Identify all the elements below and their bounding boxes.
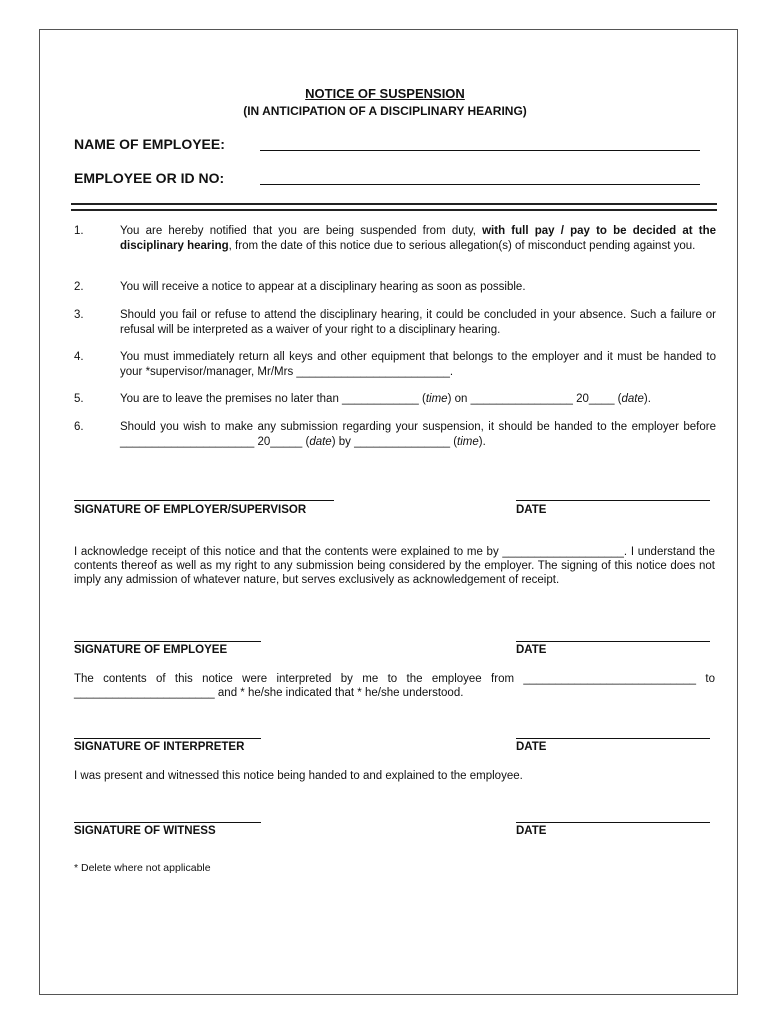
employee-signature-line[interactable]: [74, 641, 261, 642]
item-text-italic: date: [621, 393, 644, 405]
witness-paragraph: I was present and witnessed this notice being handed to and explained to the employee.: [74, 770, 523, 782]
item-text-italic: date: [309, 436, 332, 448]
item-text-bold: with full pay / pay to be decided at the disciplinary hearing: [120, 225, 717, 252]
witness-signature-label: SIGNATURE OF WITNESS: [74, 825, 216, 837]
item-number: 5.: [74, 393, 84, 405]
item-number: 4.: [74, 351, 84, 363]
item-text-part: ).: [478, 436, 486, 448]
item-number: 6.: [74, 421, 84, 433]
interpreter-date-label: DATE: [516, 741, 547, 753]
item-text: [120, 392, 716, 407]
item-text: You will receive a notice to appear at a disciplinary hearing as soon as possible.: [120, 281, 526, 293]
employee-name-line[interactable]: [260, 150, 700, 151]
witness-date-label: DATE: [516, 825, 547, 837]
header-divider: [71, 203, 717, 211]
witness-signature-line[interactable]: [74, 822, 261, 823]
item-text-part: You are hereby notified that you are being suspended from duty,: [120, 225, 483, 237]
item-text-part: ) on ________________ 20____ (: [447, 393, 622, 405]
employee-date-line[interactable]: [516, 641, 710, 642]
witness-date-line[interactable]: [516, 822, 710, 823]
item-text-part: Should you wish to make any submission regarding your suspension, it should be handed to the employer before _____________________ 20_____ (: [120, 421, 716, 448]
employee-id-line[interactable]: [260, 184, 700, 185]
interpreter-signature-line[interactable]: [74, 738, 261, 739]
footnote: * Delete where not applicable: [74, 862, 211, 874]
item-text-part: , from the date of this notice due to serious allegation(s) of misconduct pending against you.: [228, 240, 696, 252]
item-number: 1.: [74, 225, 84, 237]
item-text-italic: time: [457, 436, 479, 448]
interpreter-date-line[interactable]: [516, 738, 710, 739]
employee-name-label: NAME OF EMPLOYEE:: [74, 136, 225, 152]
item-number: 3.: [74, 309, 84, 321]
employee-id-label: EMPLOYEE OR ID NO:: [74, 170, 225, 186]
document-subtitle: (IN ANTICIPATION OF A DISCIPLINARY HEARING): [243, 104, 527, 118]
item-text: You must immediately return all keys and other equipment that belongs to the employer and it must be handed to your *supervisor/manager, Mr/Mrs ________________________.: [120, 351, 716, 378]
item-number: 2.: [74, 281, 84, 293]
document-title: NOTICE OF SUSPENSION: [305, 86, 465, 101]
employer-date-line[interactable]: [516, 500, 710, 501]
interpreter-paragraph: The contents of this notice were interpreted by me to the employee from ___________________________ to ______________________ and * he/she indicated that * he/she understood.: [74, 673, 715, 699]
item-text-part: ).: [643, 393, 651, 405]
item-text-italic: time: [425, 393, 448, 405]
employer-signature-label: SIGNATURE OF EMPLOYER/SUPERVISOR: [74, 504, 307, 516]
employer-signature-line[interactable]: [74, 500, 334, 501]
employee-date-label: DATE: [516, 644, 547, 656]
employer-date-label: DATE: [516, 504, 547, 516]
acknowledgement-paragraph: I acknowledge receipt of this notice and that the contents were explained to me by ___________________. I understand the contents thereof as well as my right to any submission being considered by the employer. The signing of this notice does not imply any admission of whatever nature, but serves exclusively as acknowledgement of receipt.: [74, 546, 715, 586]
item-text-part: You are to leave the premises no later than ____________ (: [120, 393, 426, 405]
item-text-part: ) by _______________ (: [331, 436, 458, 448]
item-text: [120, 420, 716, 450]
item-text: [120, 224, 716, 254]
employee-signature-label: SIGNATURE OF EMPLOYEE: [74, 644, 228, 656]
interpreter-signature-label: SIGNATURE OF INTERPRETER: [74, 741, 245, 753]
item-text: Should you fail or refuse to attend the disciplinary hearing, it could be concluded in your absence. Such a failure or refusal will be interpreted as a waiver of your right to a disciplinary hearing.: [120, 309, 716, 336]
